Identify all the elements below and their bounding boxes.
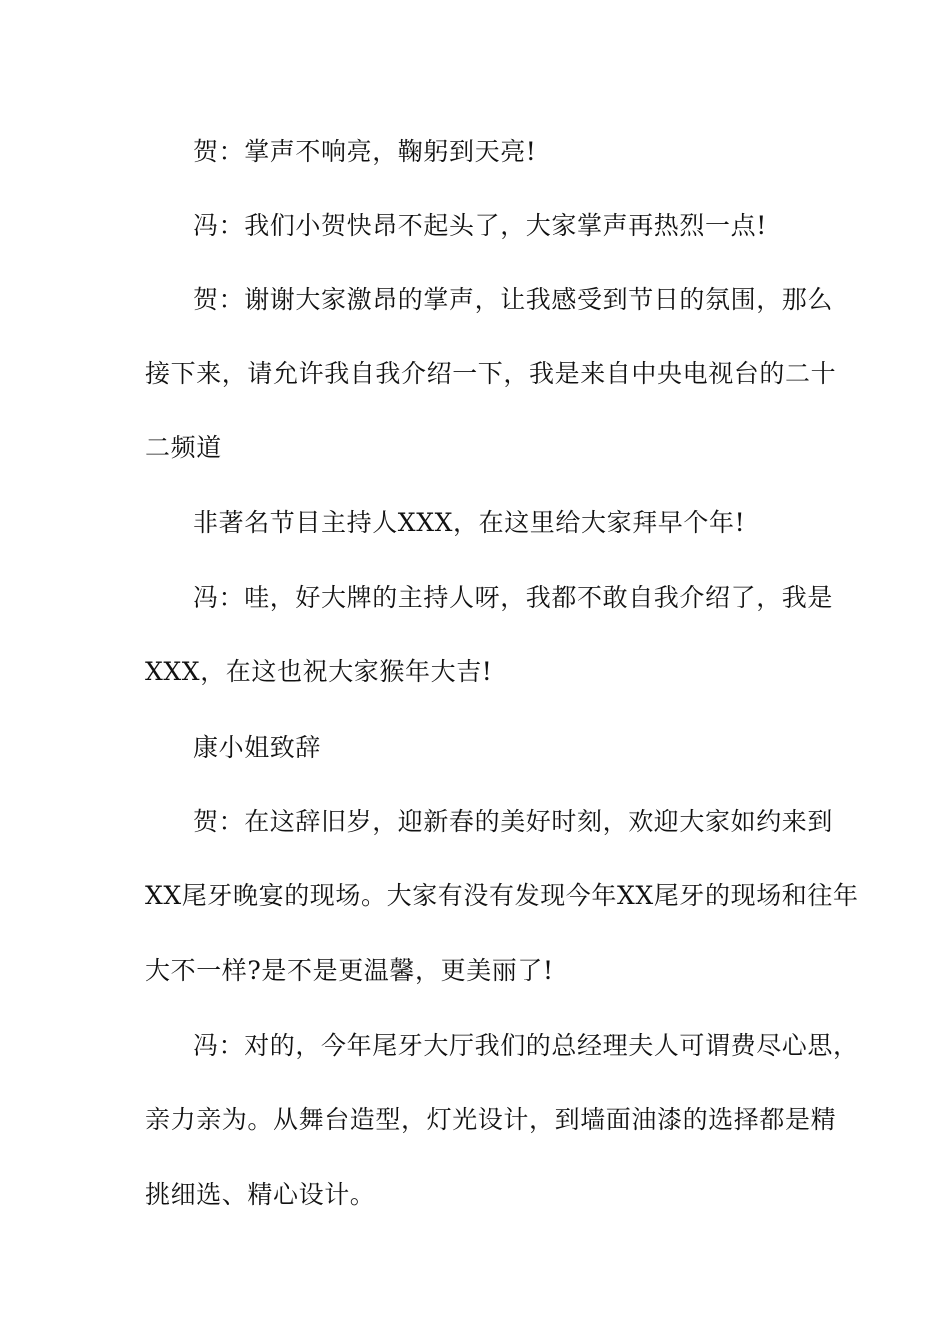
paragraph-line: 贺：掌声不响亮，鞠躬到天亮!	[193, 137, 537, 166]
paragraph-line: 非著名节目主持人XXX，在这里给大家拜早个年!	[193, 508, 746, 537]
paragraph-line: 冯：对的，今年尾牙大厅我们的总经理夫人可谓费尽心思，	[193, 1031, 859, 1060]
paragraph-line: 接下来，请允许我自我介绍一下，我是来自中央电视台的二十	[145, 359, 837, 388]
paragraph-line: XX尾牙晚宴的现场。大家有没有发现今年XX尾牙的现场和往年	[145, 881, 859, 910]
paragraph-line: XXX，在这也祝大家猴年大吉!	[145, 657, 493, 686]
paragraph-line: 二频道	[145, 433, 222, 462]
paragraph-line: 挑细选、精心设计。	[145, 1180, 376, 1209]
paragraph-line: 亲力亲为。从舞台造型，灯光设计，到墙面油漆的选择都是精	[145, 1105, 837, 1134]
section-heading: 康小姐致辞	[193, 733, 322, 762]
paragraph-line: 冯：哇，好大牌的主持人呀，我都不敢自我介绍了，我是	[193, 583, 834, 612]
paragraph-line: 贺：在这辞旧岁，迎新春的美好时刻，欢迎大家如约来到	[193, 807, 834, 836]
paragraph-line: 贺：谢谢大家激昂的掌声，让我感受到节日的氛围，那么	[193, 285, 834, 314]
paragraph-line: 大不一样?是不是更温馨，更美丽了!	[145, 956, 554, 985]
paragraph-line: 冯：我们小贺快昂不起头了，大家掌声再热烈一点!	[193, 211, 767, 240]
